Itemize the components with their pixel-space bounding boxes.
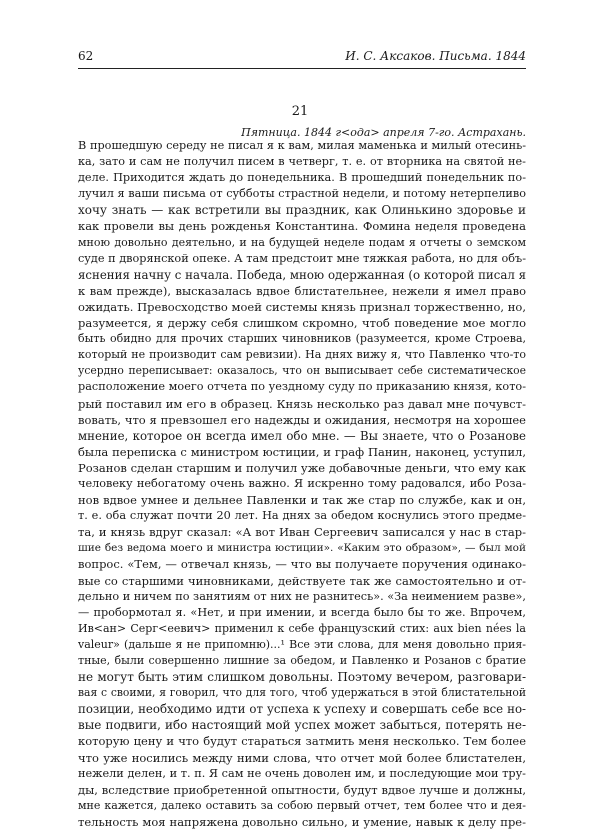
text-line: дельно и ничем по занятиям от них не разнитесь». «За неимением разве», [78,589,526,603]
text-line: разумеется, я держу себя слишком скромно, чтоб поведение мое могло [78,316,526,331]
text-line: рый поставил им его в образец. Князь несколько раз давал мне почувст- [78,396,526,411]
text-line: та, и князь вдруг сказал: «А вот Иван Сергеевич записался у нас в стар- [78,525,526,540]
text-line: усердно переписывает: оказалось, что он выписывает себе систематическое [78,364,526,378]
text-line: тные, были совершенно лишние за обедом, и Павленко и Розанов с братие [78,654,526,667]
letter-body [78,138,526,830]
text-line: мнение, которое он всегда имел обо мне. — Вы знаете, что о Розанове [78,428,526,443]
text-line: как провели вы день рожденья Константина. Фомина неделя проведена [78,219,526,234]
text-line: яснения начну с начала. Победа, мною одержанная (о которой писал я [78,267,526,282]
text-line: ка, зато и сам не получил писем в четверг, т. е. от вторника на святой не- [78,155,526,169]
text-line: вопрос. «Тем, — отвечал князь, — что вы получаете поручения одинако- [78,557,526,572]
text-line: лучил я ваши письма от субботы страстной недели, и потому нетерпеливо [78,187,526,201]
text-line: ожидать. Превосходство моей системы князь признал торжественно, но, [78,299,526,314]
text-line: быть обидно для прочих старших чиновников (разумеется, кроме Строева, [78,332,526,346]
text-line: вовать, что я превзошел его надежды и ожидания, несмотря на хорошее [78,412,526,427]
text-line: Розанов сделан старшим и получил уже добавочные деньги, что ему как [78,460,526,475]
text-line: т. е. оба служат почти 20 лет. На днях за обедом коснулись этого предме- [78,509,526,523]
page-number: 62 [78,49,94,63]
text-line: вые подвиги, ибо настоящий мой успех может забыться, потерять не- [78,718,526,733]
text-line: деле. Приходится ждать до понедельника. В прошедший понедельник по- [78,171,526,185]
text-line: valeur» (дальше я не припомню)...¹ Все эти слова, для меня довольно прия- [78,637,526,651]
text-line: ды, вследствие приобретенной опытности, будут вдвое лучше и должны, [78,782,526,797]
header-rule [78,68,526,69]
text-line: нов вдвое умнее и дельнее Павленки и так же стар по службе, как и он, [78,493,526,508]
text-line: суде п дворянской опеке. А там предстоит мне тяжкая работа, но для объ- [78,251,526,265]
text-line: была переписка с министром юстиции, и граф Панин, наконец, уступил, [78,444,526,459]
running-title: И. С. Аксаков. Письма. 1844 [345,49,526,63]
text-line: человеку небогатому очень важно. Я искренно тому радовался, ибо Роза- [78,476,526,490]
text-line: шие без ведома моего и министра юстиции». «Каким это образом», — был мой [78,542,526,555]
page-header [78,49,526,67]
letter-dateline: Пятница. 1844 г<ода> апреля 7-го. Астрахань. [241,126,526,139]
text-line: мне кажется, далеко оставить за собою первый отчет, тем более что и дея- [78,798,526,812]
text-line: Ив<ан> Серг<еевич> применил к себе французский стих: aux bien nées la [78,621,526,635]
text-line: В прошедшую середу не писал я к вам, милая маменька и милый отесинь- [78,139,526,152]
text-line: вые со старшими чиновниками, действуете так же самостоятельно и от- [78,573,526,588]
text-line: что уже носились между ними слова, что отчет мой более блистателен, [78,750,526,765]
text-line: тельность моя напряжена довольно сильно, и умение, навык к делу пре- [78,814,526,829]
text-line: не могут быть этим слишком довольны. Поэтому вечером, разговари- [78,670,526,685]
text-line: который не производит сам ревизии). На днях вижу я, что Павленко что-то [78,348,526,362]
text-line: расположение моего отчета по уездному суду по приказанию князя, кото- [78,380,526,394]
letter-number: 21 [291,104,309,119]
text-line: которую цену и что будут стараться затмить меня несколько. Тем более [78,734,526,749]
text-line: позиции, необходимо идти от успеха к успеху и совершать себе все но- [78,702,526,717]
text-line: к вам прежде), высказалась вдвое блистательнее, нежели я имел право [78,283,526,298]
text-line: вая с своими, я говорил, что для того, чтоб удержаться в этой блистательной [78,686,526,700]
text-line: нежели делен, и т. п. Я сам не очень доволен им, и последующие мои тру- [78,766,526,780]
text-line: мною довольно деятельно, и на будущей неделе подам я отчеты о земском [78,235,526,249]
text-line: хочу знать — как встретили вы праздник, как Олинькино здоровье и [78,203,526,218]
text-line: — пробормотал я. «Нет, и при имении, и всегда было бы то же. Впрочем, [78,605,526,619]
